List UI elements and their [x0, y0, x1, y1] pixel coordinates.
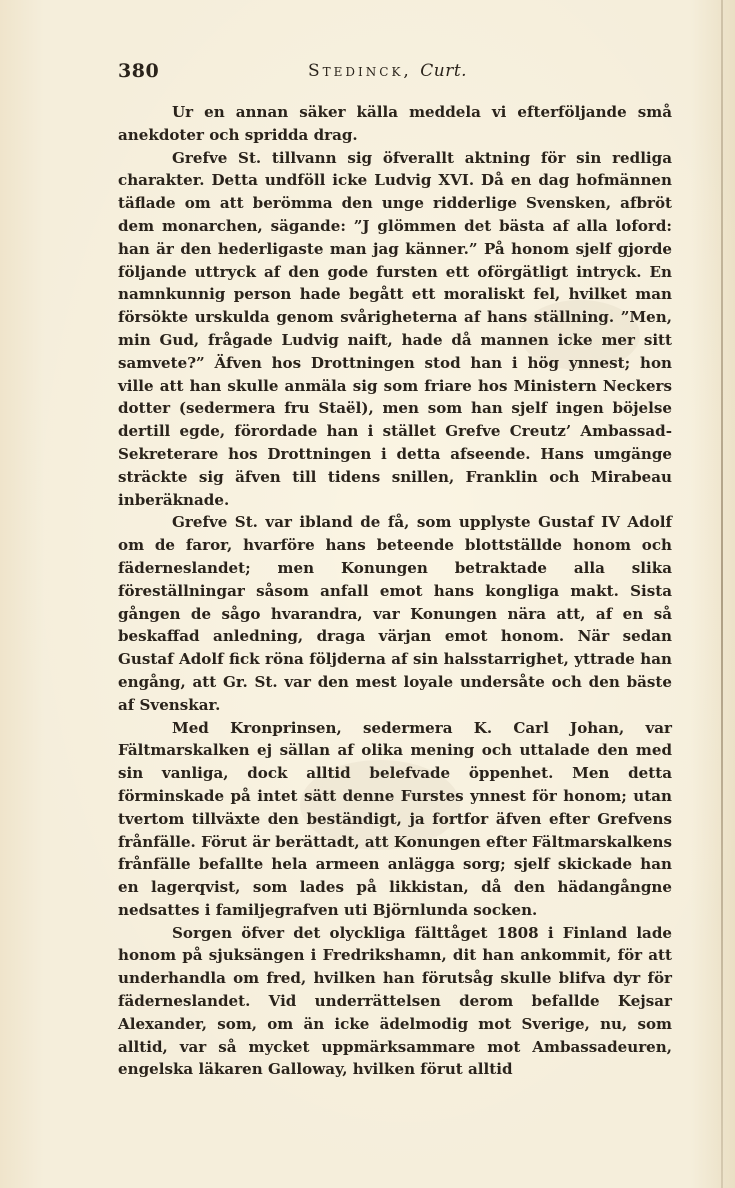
running-head-name: Stedinck,	[308, 61, 412, 81]
body-text	[118, 101, 672, 1081]
paragraph: Med Kronprinsen, sedermera K. Carl Johan, var Fältmarskalken ej sällan af olika mening och uttalade den med sin vanliga, dock alltid belefvade öppenhet. Men detta förminskade på intet sätt denne Furstes ynnest för honom; utan tvertom tillväxte den beständigt, ja fortfor äfven efter Grefvens frånfälle. Förut är berättadt, att Konungen efter Fältmarskalkens frånfälle befallte hela armeen anlägga sorg; sjelf skickade han en lagerqvist, som lades på likkistan, då den hädangångne nedsattes i familjegrafven uti Björnlunda socken.	[118, 718, 672, 919]
page-header	[118, 60, 678, 86]
paragraph: Grefve St. var ibland de få, som upplyste Gustaf IV Adolf om de faror, hvarföre hans beteende blottställde honom och fäderneslandet; men Konungen betraktade alla slika föreställningar såsom anfall emot hans kongliga makt. Sista gången de sågo hvarandra, var Konungen nära att, af en så beskaffad anledning, draga värjan emot honom. När sedan Gustaf Adolf fick röna följderna af sin halsstarrighet, yttrade han engång, att Gr. St. var den mest loyale undersåte och den bäste af Svenskar.	[118, 513, 672, 714]
running-head	[308, 61, 467, 81]
paragraph: Ur en annan säker källa meddela vi efterföljande små anekdoter och spridda drag.	[118, 103, 672, 144]
paragraph: Grefve St. tillvann sig öfverallt aktning för sin redliga charakter. Detta undföll icke Ludvig XVI. Då en dag hofmännen täflade om att berömma den unge ridderlige Svensken, afbröt dem monarchen, sägande: ”J glömmen det bästa af alla loford: han är den hederligaste man jag känner.” På honom sjelf gjorde följande uttryck af den gode fursten ett oförgätligt intryck. En namnkunnig person hade begått ett moraliskt fel, hvilket man försökte urskulda genom svårigheterna af hans ställning. ”Men, min Gud, frågade Ludvig naift, hade då mannen icke mer sitt samvete?” Äfven hos Drottningen stod han i hög ynnest; hon ville att han skulle anmäla sig som friare hos Ministern Neckers dotter (sedermera fru Staël), men som han sjelf ingen böjelse dertill egde, förordade han i stället Grefve Creutz’ Ambassad-Sekreterare hos Drottningen i detta afseende. Hans umgänge sträckte sig äfven till tidens snillen, Franklin och Mirabeau inberäknade.	[118, 148, 672, 509]
running-head-given-name: Curt.	[420, 61, 468, 81]
paragraph: Sorgen öfver det olyckliga fälttåget 1808 i Finland lade honom på sjuksängen i Fredrikshamn, dit han ankommit, för att underhandla om fred, hvilken han förutsåg skulle blifva dyr för fäderneslandet. Vid underrättelsen derom befallde Kejsar Alexander, som, om än icke ädelmodig mot Sverige, nu, som alltid, var så mycket uppmärksammare mot Ambassadeuren, engelska läkaren Galloway, hvilken förut alltid	[118, 923, 672, 1079]
page-number: 380	[118, 60, 160, 82]
page-edge	[721, 0, 723, 1188]
